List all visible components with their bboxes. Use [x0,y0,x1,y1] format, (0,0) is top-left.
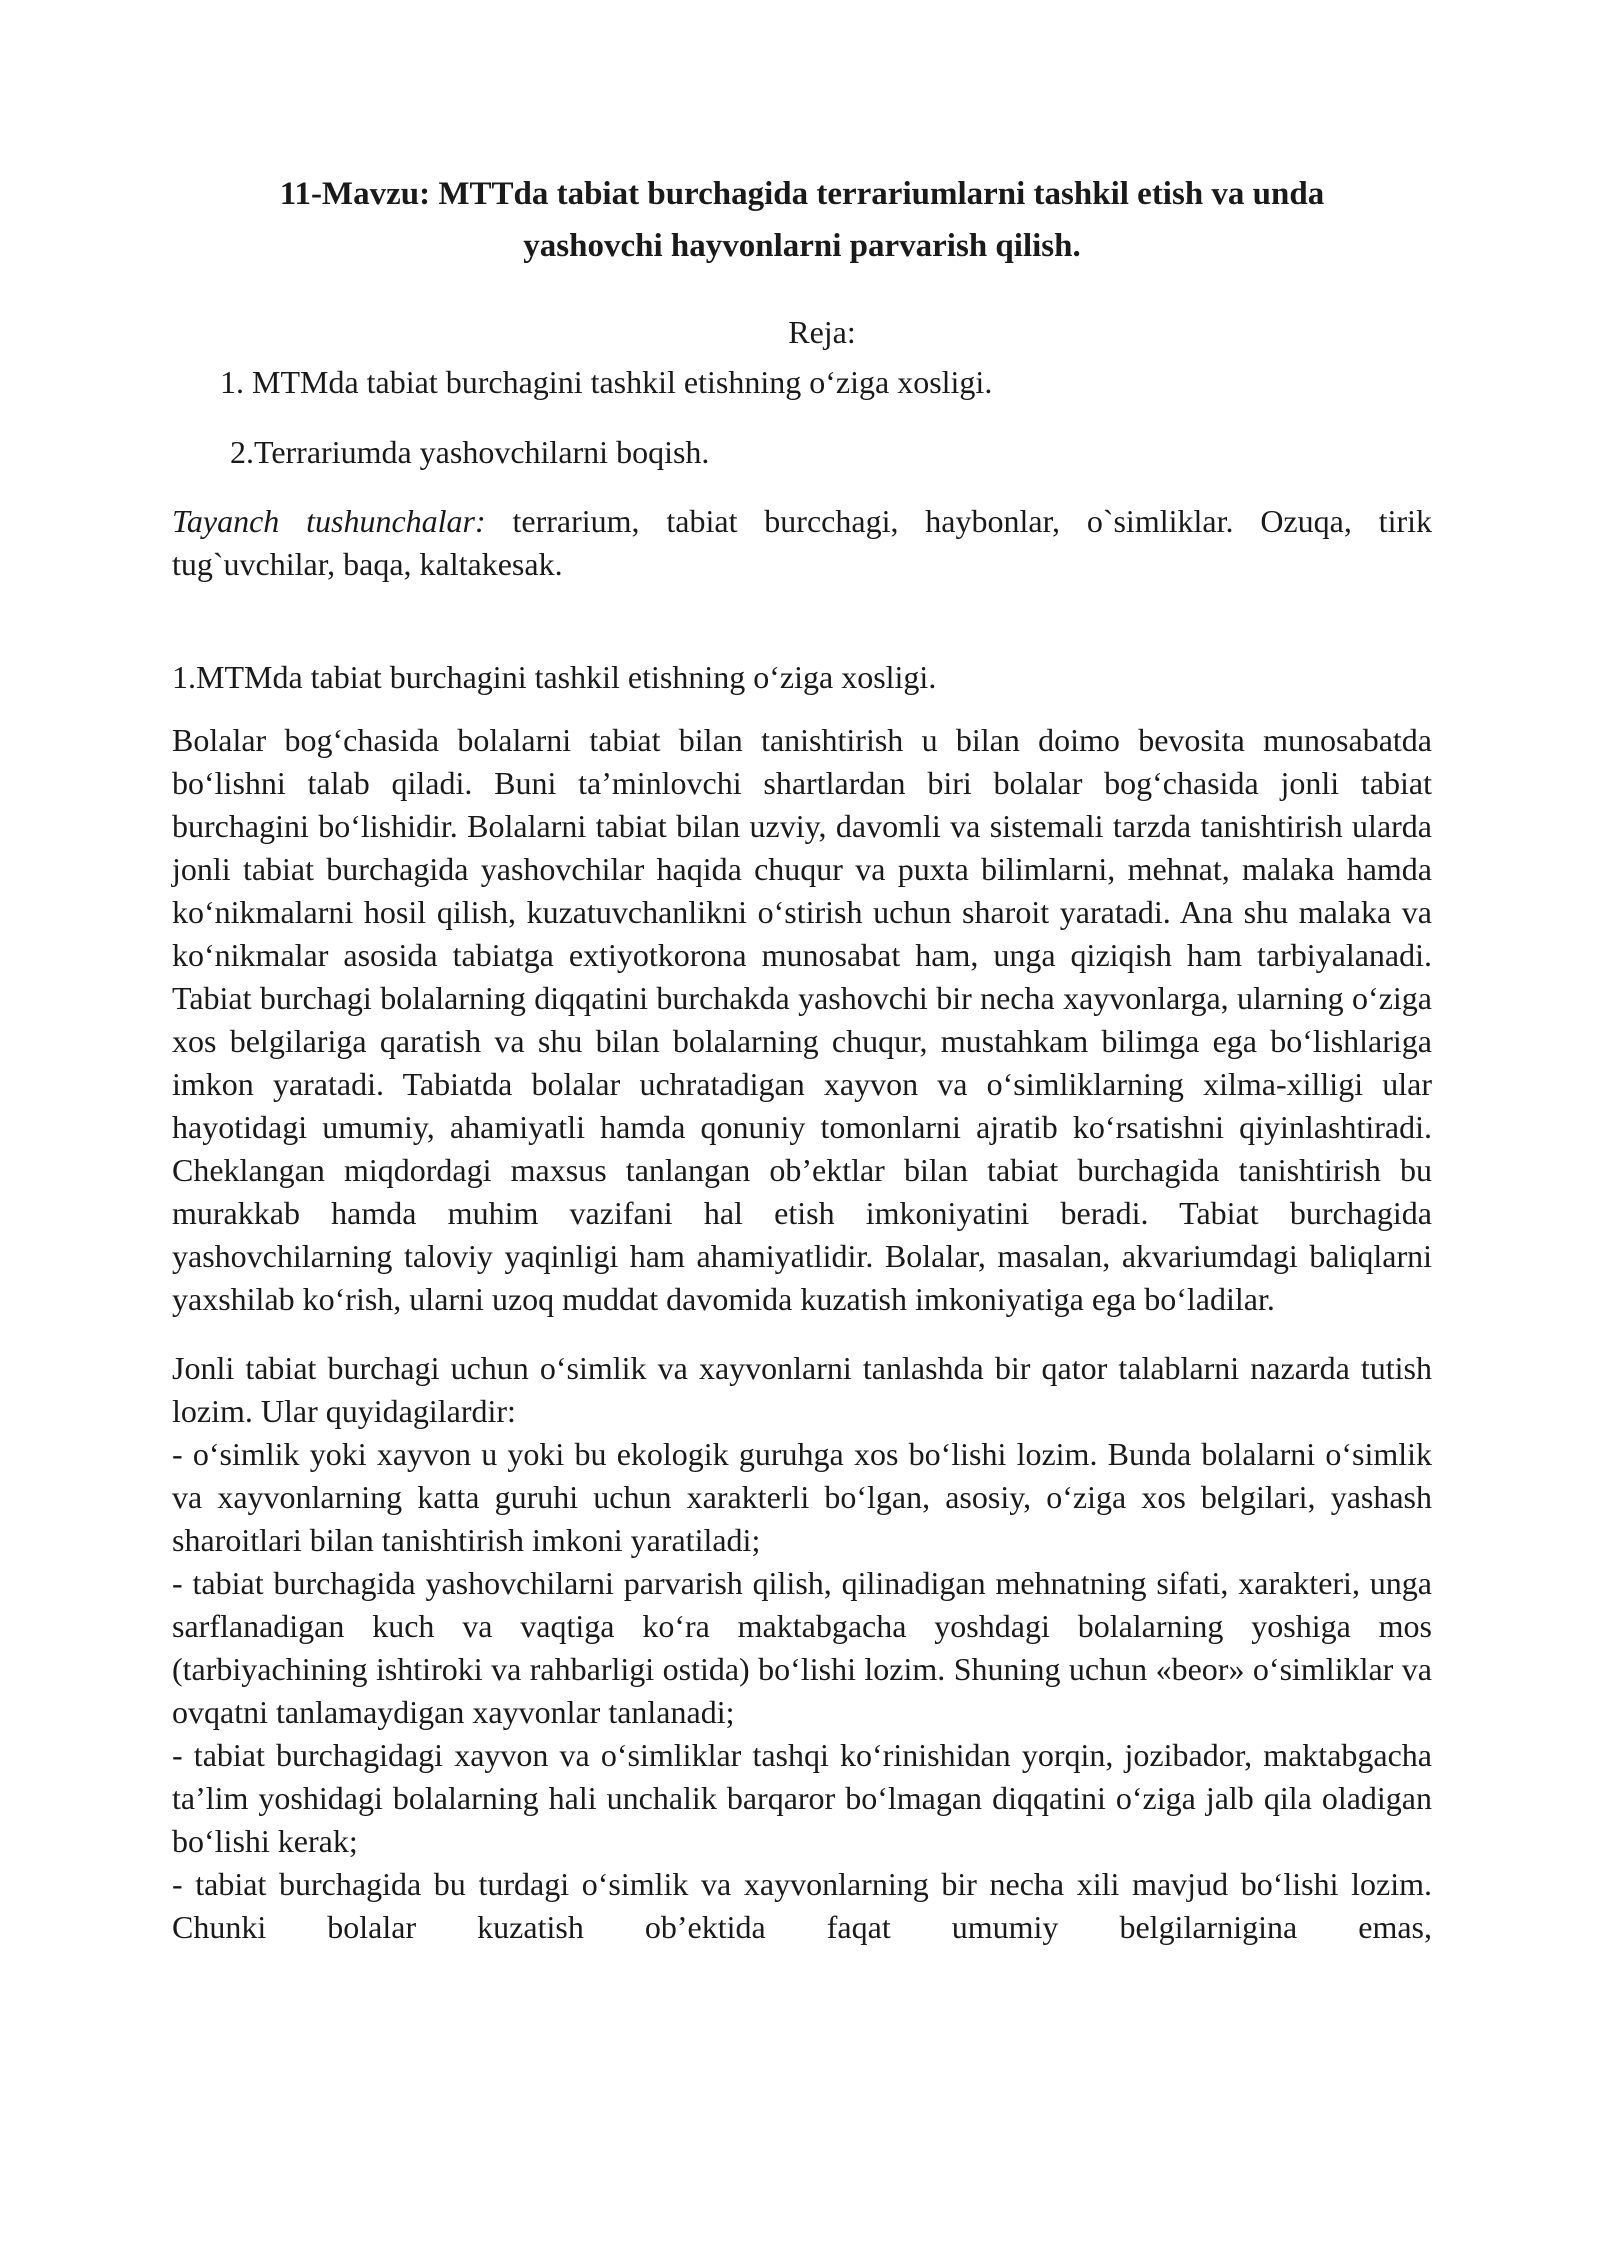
list-item: - o‘simlik yoki xayvon u yoki bu ekologik guruhga xos bo‘lishi lozim. Bunda bolalarni o‘simlik va xayvonlarning katta guruhi uchun xarakterli bo‘lgan, asosiy, o‘ziga xos belgilari, yashash sharoitlari bilan tanishtirish imkoni yaratiladi; [172,1436,1432,1558]
key-terms [172,500,1432,586]
title-line-1: 11-Mavzu: MTTda tabiat burchagida terrariumlarni tashkil etish va unda [279,176,1325,212]
key-terms-text: terrarium, tabiat burcchagi, haybonlar, o`simliklar. Ozuqa, tirik tug`uvchilar, baqa, kaltakesak. [172,503,1433,582]
requirements-list [172,1433,1432,1949]
section-1-heading: 1.MTMda tabiat burchagini tashkil etishning o‘ziga xosligi. [172,659,937,695]
paragraph-2 [172,1347,1432,1949]
list-item: - tabiat burchagida bu turdagi o‘simlik va xayvonlarning bir necha xili mavjud bo‘lishi lozim. Chunki bolalar kuzatish ob’ektida faqat umumiy belgilarnigina emas, [172,1866,1432,1945]
list-item: - tabiat burchagida yashovchilarni parvarish qilish, qilinadigan mehnatning sifati, xarakteri, unga sarflanadigan kuch va vaqtiga ko‘ra maktabgacha yoshdagi bolalarning yoshiga mos (tarbiyachining ishtiroki va rahbarligi ostida) bo‘lishi lozim. Shuning uchun «beor» o‘simliklar va ovqatni tanlamaydigan xayvonlar tanlanadi; [172,1565,1432,1730]
paragraph-1: Bolalar bog‘chasida bolalarni tabiat bilan tanishtirish u bilan doimo bevosita munosabatda bo‘lishni talab qiladi. Buni ta’minlovchi shartlardan biri bolalar bog‘chasida jonli tabiat burchagini bo‘lishidir. Bolalarni tabiat bilan uzviy, davomli va sistemali tarzda tanishtirish ularda jonli tabiat burchagida yashovchilar haqida chuqur va puxta bilimlarni, mehnat, malaka hamda ko‘nikmalarni hosil qilish, kuzatuvchanlikni o‘stirish uchun sharoit yaratadi. Ana shu malaka va ko‘nikmalar asosida tabiatga extiyotkorona munosabat ham, unga qiziqish ham tarbiyalanadi. Tabiat burchagi bolalarning diqqatini burchakda yashovchi bir necha xayvonlarga, ularning o‘ziga xos belgilariga qaratish va shu bilan bolalarning chuqur, mustahkam bilimga ega bo‘lishlariga imkon yaratadi. Tabiatda bolalar uchratadigan xayvon va o‘simliklarning xilma-xilligi ular hayotidagi umumiy, ahamiyatli hamda qonuniy tomonlarni ajratib ko‘rsatishni qiyinlashtiradi. Cheklangan miqdordagi maxsus tanlangan ob’ektlar bilan tabiat burchagida tanishtirish bu murakkab hamda muhim vazifani hal etish imkoniyatini beradi. Tabiat burchagida yashovchilarning taloviy yaqinligi ham ahamiyatlidir. Bolalar, masalan, akvariumdagi baliqlarni yaxshilab ko‘rish, ularni uzoq muddat davomida kuzatish imkoniyatiga ega bo‘ladilar. [172,722,1432,1317]
plan-item-1: 1. MTMda tabiat burchagini tashkil etishning o‘ziga xosligi. [220,364,993,400]
paragraph-2-intro: Jonli tabiat burchagi uchun o‘simlik va xayvonlarni tanlashda bir qator talablarni nazarda tutish lozim. Ular quyidagilardir: [172,1350,1432,1429]
document-title [172,168,1432,272]
list-item: - tabiat burchagidagi xayvon va o‘simliklar tashqi ko‘rinishidan yorqin, jozibador, maktabgacha ta’lim yoshidagi bolalarning hali unchalik barqaror bo‘lmagan diqqatini o‘ziga jalb qila oladigan bo‘lishi kerak; [172,1737,1432,1859]
title-line-2: yashovchi hayvonlarni parvarish qilish. [523,228,1081,264]
key-terms-label: Tayanch tushunchalar: [172,503,486,539]
plan-item-2: 2.Terrariumda yashovchilarni boqish. [230,434,710,470]
document-page [172,168,1432,1949]
plan-heading: Reja: [788,314,856,350]
